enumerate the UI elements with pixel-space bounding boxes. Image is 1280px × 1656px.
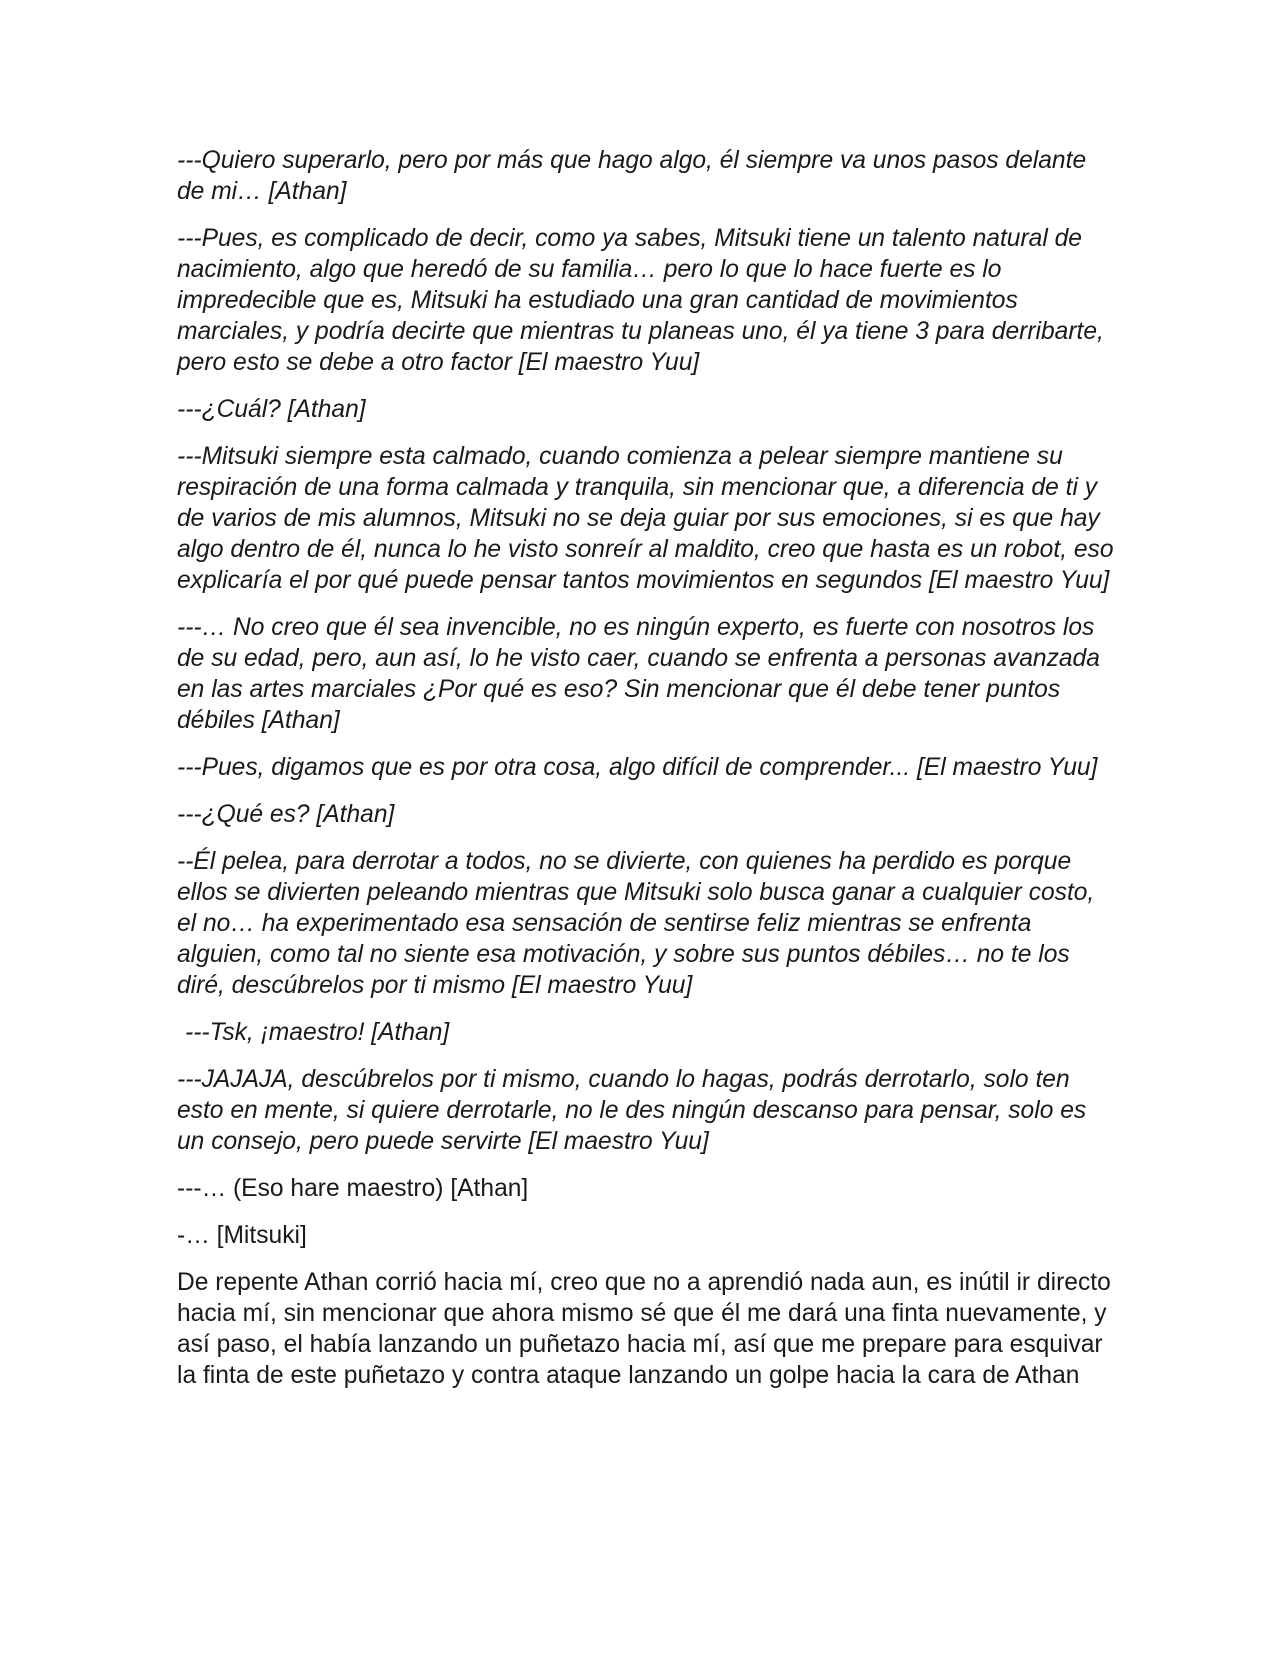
- paragraph-athan-2: ---¿Cuál? [Athan]: [177, 396, 366, 423]
- paragraph-narration-1: De repente Athan corrió hacia mí, creo que no a aprendió nada aun, es inútil ir directo hacia mí, sin mencionar que ahora mismo sé que él me dará una finta nuevamente, y así paso, el había lanzando un puñetazo hacia mí, así que me prepare para esquivar la finta de este puñetazo y contra ataque lanzando un golpe hacia la cara de Athan: [177, 1269, 1111, 1389]
- document-body: [177, 145, 1117, 1407]
- paragraph-yuu-3: ---Pues, digamos que es por otra cosa, algo difícil de comprender... [El maestro Yuu]: [177, 754, 1098, 781]
- paragraph-athan-1: ---Quiero superarlo, pero por más que hago algo, él siempre va unos pasos delante de mi… [Athan]: [177, 147, 1087, 205]
- paragraph-athan-5: ---Tsk, ¡maestro! [Athan]: [185, 1019, 450, 1046]
- paragraph-athan-3: ---… No creo que él sea invencible, no es ningún experto, es fuerte con nosotros los de su edad, pero, aun así, lo he visto caer, cuando se enfrenta a personas avanzada en las artes marciales ¿Por qué es eso? Sin mencionar que él debe tener puntos débiles [Athan]: [177, 614, 1100, 734]
- paragraph-athan-4: ---¿Qué es? [Athan]: [177, 801, 395, 828]
- paragraph-yuu-5: ---JAJAJA, descúbrelos por ti mismo, cuando lo hagas, podrás derrotarlo, solo ten esto en mente, si quiere derrotarle, no le des ningún descanso para pensar, solo es un consejo, pero puede servirte [El maestro Yuu]: [177, 1066, 1087, 1155]
- paragraph-yuu-2: ---Mitsuki siempre esta calmado, cuando comienza a pelear siempre mantiene su respiración de una forma calmada y tranquila, sin mencionar que, a diferencia de ti y de varios de mis alumnos, Mitsuki no se deja guiar por sus emociones, si es que hay algo dentro de él, nunca lo he visto sonreír al maldito, creo que hasta es un robot, eso explicaría el por qué puede pensar tantos movimientos en segundos [El maestro Yuu]: [177, 443, 1114, 594]
- paragraph-yuu-1: ---Pues, es complicado de decir, como ya sabes, Mitsuki tiene un talento natural de nacimiento, algo que heredó de su familia… pero lo que lo hace fuerte es lo impredecible que es, Mitsuki ha estudiado una gran cantidad de movimientos marciales, y podría decirte que mientras tu planeas uno, él ya tiene 3 para derribarte, pero esto se debe a otro factor [El maestro Yuu]: [177, 225, 1104, 376]
- paragraph-athan-6: ---… (Eso hare maestro) [Athan]: [177, 1175, 529, 1202]
- paragraph-mitsuki-1: -… [Mitsuki]: [177, 1222, 307, 1249]
- paragraph-yuu-4: --Él pelea, para derrotar a todos, no se divierte, con quienes ha perdido es porque ellos se divierten peleando mientras que Mitsuki solo busca ganar a cualquier costo, el no… ha experimentado esa sensación de sentirse feliz mientras se enfrenta alguien, como tal no siente esa motivación, y sobre sus puntos débiles… no te los diré, descúbrelos por ti mismo [El maestro Yuu]: [177, 848, 1095, 999]
